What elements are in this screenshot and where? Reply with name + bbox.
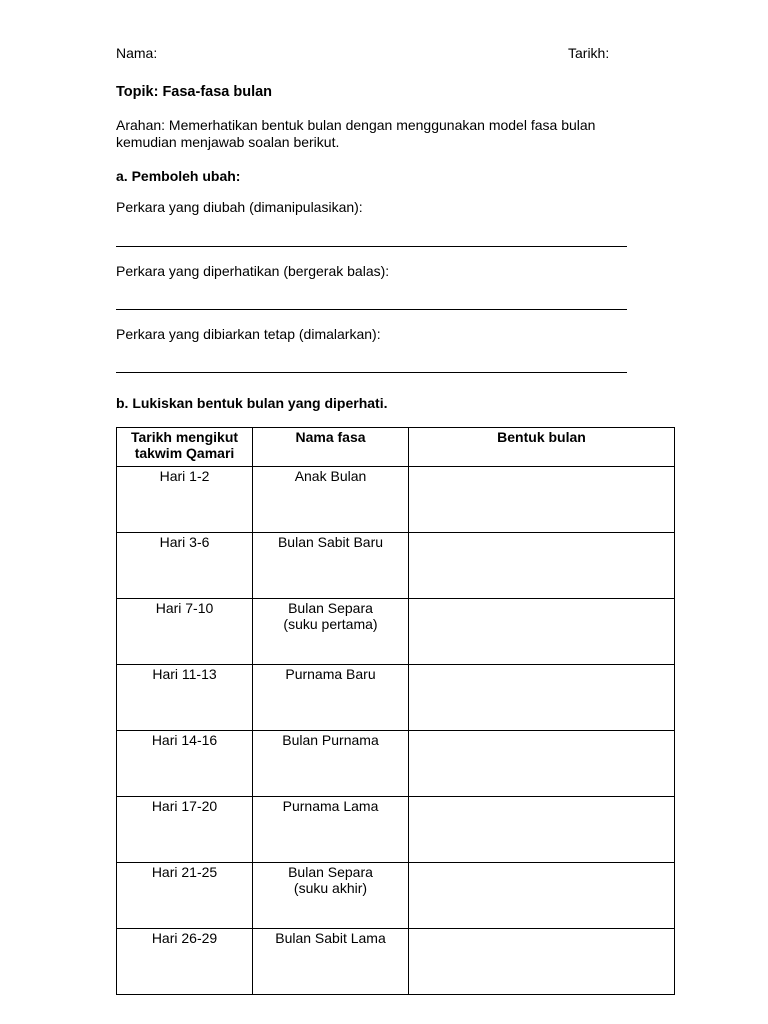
shape-drawing-cell[interactable] (409, 599, 675, 665)
header-moon-shape: Bentuk bulan (409, 428, 675, 467)
shape-drawing-cell[interactable] (409, 929, 675, 995)
phase-cell: Anak Bulan (253, 467, 409, 533)
date-cell: Hari 17-20 (117, 797, 253, 863)
table-row (117, 533, 675, 599)
date-cell: Hari 21-25 (117, 863, 253, 929)
table-row (117, 797, 675, 863)
date-cell: Hari 11-13 (117, 665, 253, 731)
header-phase-name: Nama fasa (253, 428, 409, 467)
shape-drawing-cell[interactable] (409, 863, 675, 929)
instruction-text: Arahan: Memerhatikan bentuk bulan dengan menggunakan model fasa bulan kemudian menjawab soalan berikut. (116, 117, 596, 150)
table-row (117, 731, 675, 797)
phase-cell: Bulan Separa (suku pertama) (253, 599, 409, 665)
table-row (117, 467, 675, 533)
table-row (117, 929, 675, 995)
question-responding: Perkara yang diperhatikan (bergerak balas): (116, 263, 390, 279)
question-constant: Perkara yang dibiarkan tetap (dimalarkan): (116, 326, 381, 342)
phase-cell: Bulan Sabit Lama (253, 929, 409, 995)
date-label: Tarikh: (568, 45, 610, 61)
answer-line-constant[interactable] (116, 372, 627, 373)
table-row (117, 863, 675, 929)
name-label: Nama: (116, 45, 158, 61)
section-b-heading: b. Lukiskan bentuk bulan yang diperhati. (116, 395, 388, 411)
table-header-row (117, 428, 675, 467)
phase-cell: Purnama Baru (253, 665, 409, 731)
date-cell: Hari 14-16 (117, 731, 253, 797)
date-cell: Hari 7-10 (117, 599, 253, 665)
phase-cell: Bulan Sabit Baru (253, 533, 409, 599)
question-manipulated: Perkara yang diubah (dimanipulasikan): (116, 199, 363, 215)
date-cell: Hari 1-2 (117, 467, 253, 533)
table-row (117, 665, 675, 731)
header-date: Tarikh mengikut takwim Qamari (117, 428, 253, 467)
shape-drawing-cell[interactable] (409, 533, 675, 599)
answer-line-responding[interactable] (116, 309, 627, 310)
phase-cell: Purnama Lama (253, 797, 409, 863)
table-row (117, 599, 675, 665)
shape-drawing-cell[interactable] (409, 731, 675, 797)
phase-cell: Bulan Separa (suku akhir) (253, 863, 409, 929)
topic-title: Topik: Fasa-fasa bulan (116, 84, 273, 100)
date-cell: Hari 3-6 (117, 533, 253, 599)
shape-drawing-cell[interactable] (409, 797, 675, 863)
section-a-heading: a. Pemboleh ubah: (116, 168, 241, 184)
moon-phase-table (116, 427, 675, 995)
phase-cell: Bulan Purnama (253, 731, 409, 797)
shape-drawing-cell[interactable] (409, 467, 675, 533)
answer-line-manipulated[interactable] (116, 246, 627, 247)
date-cell: Hari 26-29 (117, 929, 253, 995)
shape-drawing-cell[interactable] (409, 665, 675, 731)
